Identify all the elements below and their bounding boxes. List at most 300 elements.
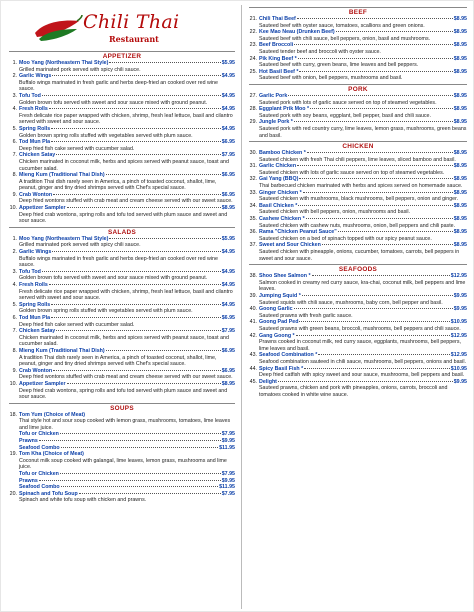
dot-leader — [39, 440, 221, 441]
menu-item-row — [249, 119, 467, 126]
item-price: $8.95 — [453, 242, 467, 249]
item-description: Chicken marinated in coconut milk, herbs and spices served with peanut sauce, toast and cucumber salad. — [19, 334, 229, 348]
item-description: Deep fried wontons stuffed with crab meat and cream cheese served with our sweet sauce. — [19, 374, 233, 381]
item-name: Kee Mao Neau (Drunken Beef) — [259, 29, 335, 36]
menu-item — [249, 379, 467, 399]
item-price: $12.95 — [450, 273, 467, 280]
item-name: Gai Yang (BBQ) — [259, 176, 299, 183]
menu-item — [249, 203, 467, 216]
item-price: $10.95 — [450, 319, 467, 326]
menu-item — [249, 176, 467, 189]
item-number: 37. — [249, 242, 257, 249]
item-price: $7.95 — [221, 152, 235, 159]
item-name: Tom Yum (Choice of Meat) — [19, 411, 86, 418]
menu-item — [249, 106, 467, 119]
item-number: 28. — [249, 106, 257, 113]
menu-item-row — [249, 93, 467, 100]
item-description: Deep fried fish cake served with cucumber salad. — [19, 321, 135, 328]
item-price: $8.95 — [453, 202, 467, 209]
item-price: $4.95 — [221, 106, 235, 113]
item-number: 33. — [249, 189, 257, 196]
dot-leader — [106, 350, 221, 351]
menu-item-row — [249, 150, 467, 157]
dot-leader — [109, 238, 220, 239]
item-price: $9.95 — [221, 438, 235, 445]
restaurant-name: Chili Thai — [83, 11, 180, 33]
item-price: $7.95 — [221, 328, 235, 335]
item-number: 32. — [249, 176, 257, 183]
item-price: $8.95 — [453, 29, 467, 36]
item-description: Seafood combination sauteed in chili sauce, mushrooms, bell peppers, onions and basil. — [259, 358, 466, 365]
dot-leader — [53, 194, 221, 195]
dot-leader — [297, 18, 453, 19]
dot-leader — [49, 108, 221, 109]
item-name: Garlic Wings — [19, 73, 52, 80]
menu-item — [9, 192, 235, 205]
item-number: 10. — [9, 205, 17, 212]
dot-leader — [60, 473, 221, 474]
menu-item-row — [9, 381, 235, 388]
dot-leader — [278, 381, 453, 382]
dot-leader — [312, 275, 450, 276]
item-price: $9.95 — [453, 378, 467, 385]
section-rule — [9, 227, 235, 228]
item-description: Chicken marinated in coconut milk, herbs and spices served with peanut sauce, toast and cucumber salad. — [19, 158, 229, 172]
section-title-soups: SOUPS — [110, 404, 134, 412]
item-price: $8.95 — [453, 176, 467, 183]
menu-item — [9, 126, 235, 139]
menu-item — [249, 163, 467, 176]
dot-leader — [42, 271, 221, 272]
menu-item-row — [249, 306, 467, 313]
menu-item-row — [249, 69, 467, 76]
section-title-appetizer: APPETIZER — [102, 53, 142, 60]
dot-leader — [60, 433, 221, 434]
item-name: Seafood Combination * — [259, 352, 318, 359]
item-name: Beef Broccoli — [259, 42, 294, 49]
menu-item — [9, 431, 235, 438]
item-price: $8.95 — [453, 189, 467, 196]
menu-item — [9, 368, 235, 381]
menu-item-row — [9, 205, 235, 212]
dot-leader — [298, 58, 453, 59]
menu-item — [9, 106, 235, 126]
menu-item — [9, 152, 235, 172]
item-number: 5. — [12, 301, 17, 308]
item-name: Rama "Chicken Peanut Sauce" — [259, 229, 337, 236]
dot-leader — [79, 493, 221, 494]
item-number: 38. — [249, 273, 257, 280]
item-number: 3. — [12, 92, 17, 99]
item-price: $8.95 — [453, 216, 467, 223]
item-description: Thai style hot and sour soup cooked with lemon grass, mushrooms, tomatoes, lime leaves and lime juice. — [19, 418, 231, 431]
menu-item-row — [9, 412, 235, 419]
menu-item-row — [9, 269, 235, 276]
dot-leader — [52, 75, 220, 76]
dot-leader — [67, 207, 221, 208]
menu-item-row — [249, 352, 467, 359]
menu-item-row — [9, 368, 235, 375]
item-name: Sweet and Sour Chicken — [259, 242, 321, 249]
dot-leader — [304, 368, 450, 369]
menu-item — [9, 172, 235, 192]
item-name: Tofu Tod — [19, 92, 41, 99]
menu-item — [9, 302, 235, 315]
item-description: Sauteed chicken with bell peppers, onion, mushrooms and basil. — [259, 209, 411, 216]
item-name: Spinach and Tofu Soup — [19, 490, 78, 497]
menu-item — [9, 236, 235, 249]
item-number: 2. — [12, 73, 17, 80]
item-price: $8.95 — [453, 150, 467, 157]
menu-item-row — [9, 348, 235, 355]
item-name: Jungle Pork * — [259, 119, 293, 126]
menu-item-row — [249, 379, 467, 386]
item-price: $6.95 — [221, 347, 235, 354]
menu-item-row — [249, 203, 467, 210]
item-description: Sauteed pork with lots of garlic sauce served on top of steamed vegetables. — [259, 99, 437, 106]
dot-leader — [51, 317, 221, 318]
item-name: Eggplant Prik Moo * — [259, 106, 310, 113]
menu-item — [9, 60, 235, 73]
dot-leader — [61, 447, 218, 448]
item-number: 20. — [9, 490, 17, 497]
item-price: $8.95 — [453, 16, 467, 22]
dot-leader — [53, 370, 221, 371]
menu-item — [9, 73, 235, 93]
item-description: Sauteed squids with chili sauce, mushrooms, baby corn, bell pepper and basil. — [259, 299, 443, 306]
menu-item — [249, 29, 467, 42]
dot-leader — [56, 330, 221, 331]
item-number: 36. — [249, 229, 257, 236]
item-description: Sauteed chicken on a bed of spinach topped with our spicy peanut sauce. — [259, 235, 432, 242]
section-rule — [249, 141, 467, 142]
menu-item — [9, 315, 235, 328]
item-name: Seafood Combo — [19, 444, 60, 451]
menu-item — [9, 282, 235, 302]
menu-item — [9, 438, 235, 445]
dot-leader — [318, 354, 450, 355]
menu-item-row — [9, 438, 235, 445]
menu-item-row — [9, 484, 235, 491]
menu-item — [9, 328, 235, 348]
item-name: Pik King Beef * — [259, 55, 297, 62]
item-description: Fresh delicate rice paper wrapped with chicken, shrimp, fresh leaf lettuce, basil and cilantro served with sweet and sour sauce. — [19, 112, 233, 126]
section-title-salads: SALADS — [107, 228, 137, 236]
menu-item-row — [9, 172, 235, 179]
item-name: Garlic Wings — [19, 249, 52, 256]
menu-item — [9, 249, 235, 269]
item-name: Mieng Kum (Traditional Thai Dish) — [19, 172, 105, 179]
item-description: Golden brown spring rolls stuffed with vegetables served with plum sauce. — [19, 132, 193, 139]
item-name: Basil Chicken * — [259, 202, 298, 209]
dot-leader — [310, 108, 453, 109]
item-number: 42. — [249, 332, 257, 339]
menu-item — [9, 139, 235, 152]
menu-item-row — [249, 16, 467, 23]
right-column — [249, 7, 467, 398]
item-price: $12.95 — [450, 352, 467, 359]
menu-item-row — [249, 29, 467, 36]
item-description: Sauteed tender beef and broccoli with oyster sauce. — [259, 48, 381, 55]
dot-leader — [39, 480, 221, 481]
menu-item — [249, 119, 467, 139]
dot-leader — [67, 383, 221, 384]
dot-leader — [299, 71, 452, 72]
item-number: 29. — [249, 119, 257, 126]
item-name: Prawns — [19, 438, 38, 445]
dot-leader — [109, 62, 220, 63]
item-number: 21. — [249, 16, 257, 22]
item-price: $4.95 — [221, 73, 235, 80]
menu-item-row — [9, 192, 235, 199]
menu-item-row — [9, 139, 235, 146]
left-sections — [9, 51, 235, 504]
item-name: Prawns — [19, 477, 38, 484]
item-name: Gang Goong * — [259, 332, 295, 339]
item-number: 22. — [249, 29, 257, 36]
dot-leader — [296, 335, 450, 336]
item-price: $9.95 — [221, 477, 235, 484]
item-description: Deep fried crab wontons, spring rolls and tofu tod served with plum sauce and sweet and sour sauce. — [19, 211, 228, 225]
menu-item — [249, 69, 467, 82]
section-title-chicken: CHICKEN — [342, 143, 374, 151]
item-name: Hot Basil Beef * — [259, 68, 299, 75]
item-description: Sauteed prawns, chicken and pork with pineapples, onions, carrots, broccoli and tomatoes cooked in white wine sauce. — [259, 385, 448, 398]
section-title-seafoods: SEAFOODS — [338, 266, 378, 274]
item-name: Fresh Rolls — [19, 282, 48, 288]
item-name: Seafood Combo — [19, 484, 60, 491]
item-number: 34. — [249, 202, 257, 209]
item-price: $11.95 — [219, 444, 235, 451]
item-price: $8.95 — [453, 163, 467, 170]
item-name: Moo Yang (Northeastern Thai Style) — [19, 235, 109, 242]
item-price: $10.95 — [450, 365, 467, 372]
menu-item-row — [9, 93, 235, 100]
menu-item — [249, 16, 467, 29]
item-description: Sauteed beef with curry, green beans, lime leaves and bell peppers. — [259, 62, 419, 69]
chili-pepper-icon — [31, 15, 83, 41]
item-description: A tradition Thai dish rarely seen in America, a pinch of toasted coconut, shallot, lime, peanut, ginger and tiny dried shrimps served with Chef's special sauce. — [19, 354, 217, 368]
item-price: $5.95 — [221, 60, 235, 66]
item-name: Garlic Chicken — [259, 163, 297, 170]
item-price: $4.95 — [221, 125, 235, 132]
menu-item — [249, 190, 467, 203]
menu-item-row — [9, 471, 235, 478]
menu-item-row — [249, 366, 467, 373]
item-description: Sauteed beef with onion, bell peppers, mushrooms and basil. — [259, 75, 403, 82]
item-number: 27. — [249, 92, 257, 99]
menu-item-row — [9, 236, 235, 243]
menu-item — [249, 306, 467, 319]
item-price: $8.95 — [453, 92, 467, 99]
item-description: Buffalo wings marinated in fresh garlic and herbs deep-fried an cooked over red wine sauce. — [19, 79, 218, 93]
item-number: 41. — [249, 319, 257, 326]
item-number: 25. — [249, 68, 257, 75]
item-name: Appetizer Sampler — [19, 380, 66, 387]
item-number: 18. — [9, 411, 17, 418]
item-name: Chicken Satay — [19, 152, 56, 159]
dot-leader — [298, 205, 452, 206]
item-name: Chili Thai Beef — [259, 16, 296, 22]
menu-item-row — [249, 176, 467, 183]
dot-leader — [294, 44, 453, 45]
menu-item — [249, 216, 467, 229]
menu-item-row — [9, 73, 235, 80]
item-description: Buffalo wings marinated in fresh garlic and herbs deep-fried an cooked over red wine sauce. — [19, 255, 218, 269]
item-description: Coconut milk soup cooked with galangal, lime leaves, lemon grass, mushrooms and lime juice. — [19, 457, 227, 471]
item-number: 10. — [9, 380, 17, 387]
item-name: Tofu Tod — [19, 268, 41, 275]
item-description: Thai barbecued chicken marinated with herbs and spices served on homemade sauce. — [259, 183, 463, 190]
item-price: $6.95 — [221, 314, 235, 321]
section-title-pork: PORK — [348, 85, 368, 93]
menu-item — [9, 412, 235, 432]
menu-item — [249, 333, 467, 353]
menu-item-row — [9, 328, 235, 335]
right-sections — [249, 7, 467, 398]
item-price: $7.95 — [221, 490, 235, 497]
dot-leader — [303, 192, 453, 193]
item-name: Tod Mun Pla — [19, 139, 51, 146]
item-number: 5. — [12, 125, 17, 132]
item-description: Sauteed chicken with mushrooms, black mushrooms, bell peppers, onion and ginger. — [259, 196, 459, 203]
dot-leader — [51, 128, 221, 129]
item-name: Goong Garlic — [259, 306, 293, 313]
item-name: Spring Rolls — [19, 125, 51, 132]
section-title-beef: BEEF — [348, 9, 368, 16]
item-name: Spicy Basil Fish * — [259, 365, 304, 372]
item-name: Fresh Rolls — [19, 106, 48, 113]
menu-item — [9, 348, 235, 368]
menu-item — [249, 93, 467, 106]
item-price: $4.95 — [221, 249, 235, 256]
dot-leader — [51, 304, 221, 305]
menu-item — [9, 93, 235, 106]
menu-item-row — [9, 249, 235, 256]
dot-leader — [307, 152, 453, 153]
item-name: Bamboo Chicken * — [259, 150, 306, 157]
item-name: Shoo Shee Salmon * — [259, 273, 311, 280]
menu-item-row — [9, 445, 235, 452]
menu-item-row — [249, 319, 467, 326]
item-name: Goong Pad Ped — [259, 319, 299, 326]
dot-leader — [338, 231, 453, 232]
item-price: $8.95 — [453, 42, 467, 49]
item-description: Deep fried crab wontons, spring rolls and tofu tod served with plum sauce and sweet and sour sauce. — [19, 387, 228, 401]
menu-item — [9, 381, 235, 401]
item-number: 23. — [249, 42, 257, 49]
dot-leader — [336, 31, 453, 32]
item-price: $6.95 — [221, 139, 235, 146]
item-price: $5.95 — [221, 235, 235, 242]
item-price: $9.95 — [453, 292, 467, 299]
item-description: Sauteed beef with oyster sauce, tomatoes, scallions and green onions. — [259, 22, 425, 29]
item-number: 3. — [12, 268, 17, 275]
item-price: $4.95 — [221, 301, 235, 308]
item-number: 45. — [249, 378, 257, 385]
menu-item-row — [9, 478, 235, 485]
item-name: Crab Wonton — [19, 191, 53, 198]
item-description: Deep fried wontons stuffed with crab meat and cream cheese served with our sweet sauce. — [19, 198, 233, 205]
item-description: Golden brown spring rolls stuffed with vegetables served with plum sauce. — [19, 308, 193, 315]
item-name: Tod Mun Pla — [19, 314, 51, 321]
item-price: $9.95 — [453, 306, 467, 313]
dot-leader — [299, 178, 452, 179]
dot-leader — [294, 308, 453, 309]
dot-leader — [42, 95, 221, 96]
menu-item — [9, 471, 235, 478]
item-number: 8. — [12, 172, 17, 179]
item-name: Cashew Chicken * — [259, 216, 305, 223]
item-price: $4.95 — [221, 268, 235, 275]
item-number: 4. — [12, 106, 17, 113]
item-number: 44. — [249, 365, 257, 372]
item-description: Deep fried catfish with spicy sweet and sour sauce, mushrooms, bell peppers and basil. — [259, 372, 465, 379]
dot-leader — [294, 121, 453, 122]
item-price: $8.95 — [453, 106, 467, 113]
item-description: Sauteed prawns with green beans, broccoli, mushrooms, bell peppers and chili sauce. — [259, 325, 461, 332]
menu-item — [9, 451, 235, 471]
left-column — [9, 7, 235, 504]
item-number: 39. — [249, 292, 257, 299]
item-description: Grilled marinated pork served with spicy chili sauce. — [19, 66, 141, 73]
item-description: Golden brown tofu served with sweet and sour sauce mixed with ground peanut. — [19, 99, 208, 106]
item-number: 19. — [9, 451, 17, 458]
item-number: 9. — [12, 367, 17, 374]
item-name: Chicken Satay — [19, 328, 56, 335]
section-rule — [9, 403, 235, 404]
item-name: Tom Kha (Choice of Meat) — [19, 451, 84, 458]
menu-item — [9, 205, 235, 225]
menu-item-row — [9, 302, 235, 309]
item-description: Sauteed chicken with pineapple, onions, cucumber, tomatoes, carrots, bell peppers in sweet and sour sauce. — [259, 249, 460, 262]
menu-item-row — [249, 229, 467, 236]
menu-item-row — [249, 42, 467, 49]
menu-item-row — [249, 216, 467, 223]
menu-item — [249, 242, 467, 262]
section-rule — [249, 7, 467, 8]
section-rule — [249, 84, 467, 85]
menu-item — [9, 445, 235, 452]
item-number: 9. — [12, 191, 17, 198]
item-price: $8.95 — [453, 55, 467, 62]
dot-leader — [288, 95, 452, 96]
item-description: Salmon cooked in creamy red curry sauce, kra-chai, coconut milk, bell peppers and lime leaves. — [259, 279, 466, 293]
dot-leader — [306, 218, 453, 219]
item-name: Mieng Kum (Traditional Thai Dish) — [19, 347, 105, 354]
item-price: $8.95 — [221, 380, 235, 387]
item-name: Tofu or Chicken — [19, 471, 59, 478]
item-price: $8.95 — [221, 205, 235, 212]
item-number: 8. — [12, 347, 17, 354]
menu-item — [249, 293, 467, 306]
item-price: $7.95 — [221, 471, 235, 478]
menu-item — [249, 366, 467, 379]
item-price: $8.95 — [453, 119, 467, 126]
menu-item-row — [249, 106, 467, 113]
item-name: Spring Rolls — [19, 301, 51, 308]
section-rule — [9, 51, 235, 52]
item-name: Crab Wonton — [19, 367, 53, 374]
dot-leader — [302, 295, 453, 296]
item-price: $8.95 — [453, 68, 467, 75]
item-number: 30. — [249, 150, 257, 157]
menu-item — [9, 269, 235, 282]
item-description: Spinach and white tofu soup with chicken and prawns. — [19, 497, 147, 504]
item-description: Sauteed pork with red country curry, lime leaves, lemon grass, mushrooms, green beans and basil. — [259, 125, 467, 139]
dot-leader — [51, 141, 221, 142]
menu-item-row — [249, 56, 467, 63]
